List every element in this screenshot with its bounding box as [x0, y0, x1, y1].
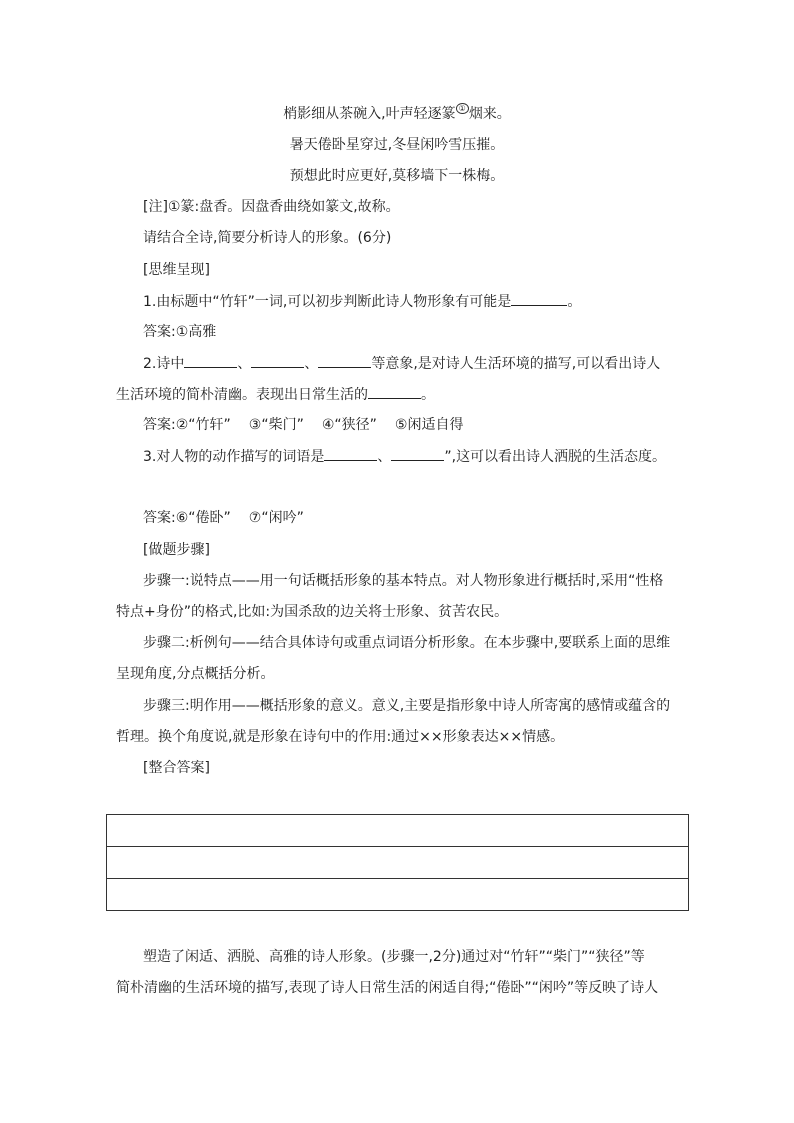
question-1	[143, 291, 581, 312]
answer-2	[143, 415, 463, 435]
step-2-line-2: 呈现角度,分点概括分析。	[116, 666, 275, 682]
answer-blank-7[interactable]	[391, 446, 444, 461]
poem-line-1-text-a: 梢影细从茶碗入,叶声轻逐篆	[283, 106, 456, 122]
step-1-line-1: 步骤一:说特点——用一句话概括形象的基本特点。对人物形象进行概括时,采用“性格	[143, 573, 664, 589]
answer-3-item: ⑥“倦卧”	[175, 510, 231, 526]
question-3-text-a: 3.对人物的动作描写的词语是	[143, 449, 325, 465]
answer-1: 答案:①高雅	[143, 324, 217, 340]
poem-line-1	[0, 104, 794, 124]
answer-2-label: 答案:	[143, 417, 176, 433]
final-answer-line-2: 简朴清幽的生活环境的描写,表现了诗人日常生活的闲适自得;“倦卧”“闲吟”等反映了诗人	[116, 980, 659, 996]
step-2-line-1: 步骤二:析例句——结合具体诗句或重点词语分析形象。在本步骤中,要联系上面的思维	[143, 635, 671, 651]
step-1-line-2: 特点+身份”的格式,比如:为国杀敌的边关将士形象、贫苦农民。	[116, 604, 509, 620]
answer-2-item: ③“柴门”	[248, 417, 304, 433]
poem-line-1-text-b: 烟来。	[468, 106, 511, 122]
answer-3-item: ⑦“闲吟”	[248, 510, 304, 526]
poem-line-3: 预想此时应更好,莫移墙下一株梅。	[289, 168, 505, 184]
final-answer-line-1: 塑造了闲适、洒脱、高雅的诗人形象。(步骤一,2分)通过对“竹轩”“柴门”“狭径”等	[143, 949, 645, 965]
answer-blank-5[interactable]	[368, 384, 421, 399]
answer-2-item: ⑤闲适自得	[394, 417, 464, 433]
question-3-text-b: ”,这可以看出诗人洒脱的生活态度。	[444, 449, 667, 465]
question-2-text-b: 等意象,是对诗人生活环境的描写,可以看出诗人	[371, 356, 661, 372]
question-2-text-c: 生活环境的简朴清幽。表现出日常生活的	[116, 387, 368, 403]
section-steps: [做题步骤]	[143, 542, 210, 558]
answer-blank-1[interactable]	[511, 291, 567, 306]
question-2-text-d: 。	[421, 387, 435, 403]
answer-table	[106, 814, 689, 911]
step-3-line-2: 哲理。换个角度说,就是形象在诗句中的作用:通过××形象表达××情感。	[116, 729, 565, 745]
question-1-text: 1.由标题中“竹轩”一词,可以初步判断此诗人物形象有可能是	[143, 294, 512, 310]
answer-blank-2[interactable]	[184, 353, 237, 368]
question-1-end: 。	[567, 294, 582, 310]
answer-3-label: 答案:	[143, 510, 176, 526]
answer-2-item: ②“竹轩”	[175, 417, 231, 433]
answer-table-row[interactable]	[107, 847, 688, 879]
answer-3	[143, 508, 304, 528]
section-answer: [整合答案]	[143, 760, 210, 776]
question-2-line-2	[116, 384, 435, 405]
answer-blank-4[interactable]	[318, 353, 371, 368]
question-3	[143, 446, 666, 467]
question: 请结合全诗,简要分析诗人的形象。(6分)	[143, 230, 392, 246]
answer-table-row[interactable]	[107, 815, 688, 847]
section-thinking: [思维呈现]	[143, 262, 210, 278]
question-2-sep-1: 、	[237, 356, 252, 372]
poem-line-2: 暑天倦卧星穿过,冬昼闲吟雪压摧。	[289, 137, 505, 153]
question-3-sep: 、	[377, 449, 392, 465]
footnote-marker: ①	[456, 103, 469, 114]
question-2-sep-2: 、	[304, 356, 319, 372]
answer-2-item: ④“狭径”	[321, 417, 377, 433]
step-3-line-1: 步骤三:明作用——概括形象的意义。意义,主要是指形象中诗人所寄寓的感情或蕴含的	[143, 698, 671, 714]
question-2-line-1	[143, 353, 660, 374]
answer-blank-3[interactable]	[251, 353, 304, 368]
answer-table-row[interactable]	[107, 879, 688, 910]
answer-blank-6[interactable]	[324, 446, 377, 461]
footnote: [注]①篆:盘香。因盘香曲绕如篆文,故称。	[143, 199, 400, 215]
question-2-text-a: 2.诗中	[143, 356, 185, 372]
